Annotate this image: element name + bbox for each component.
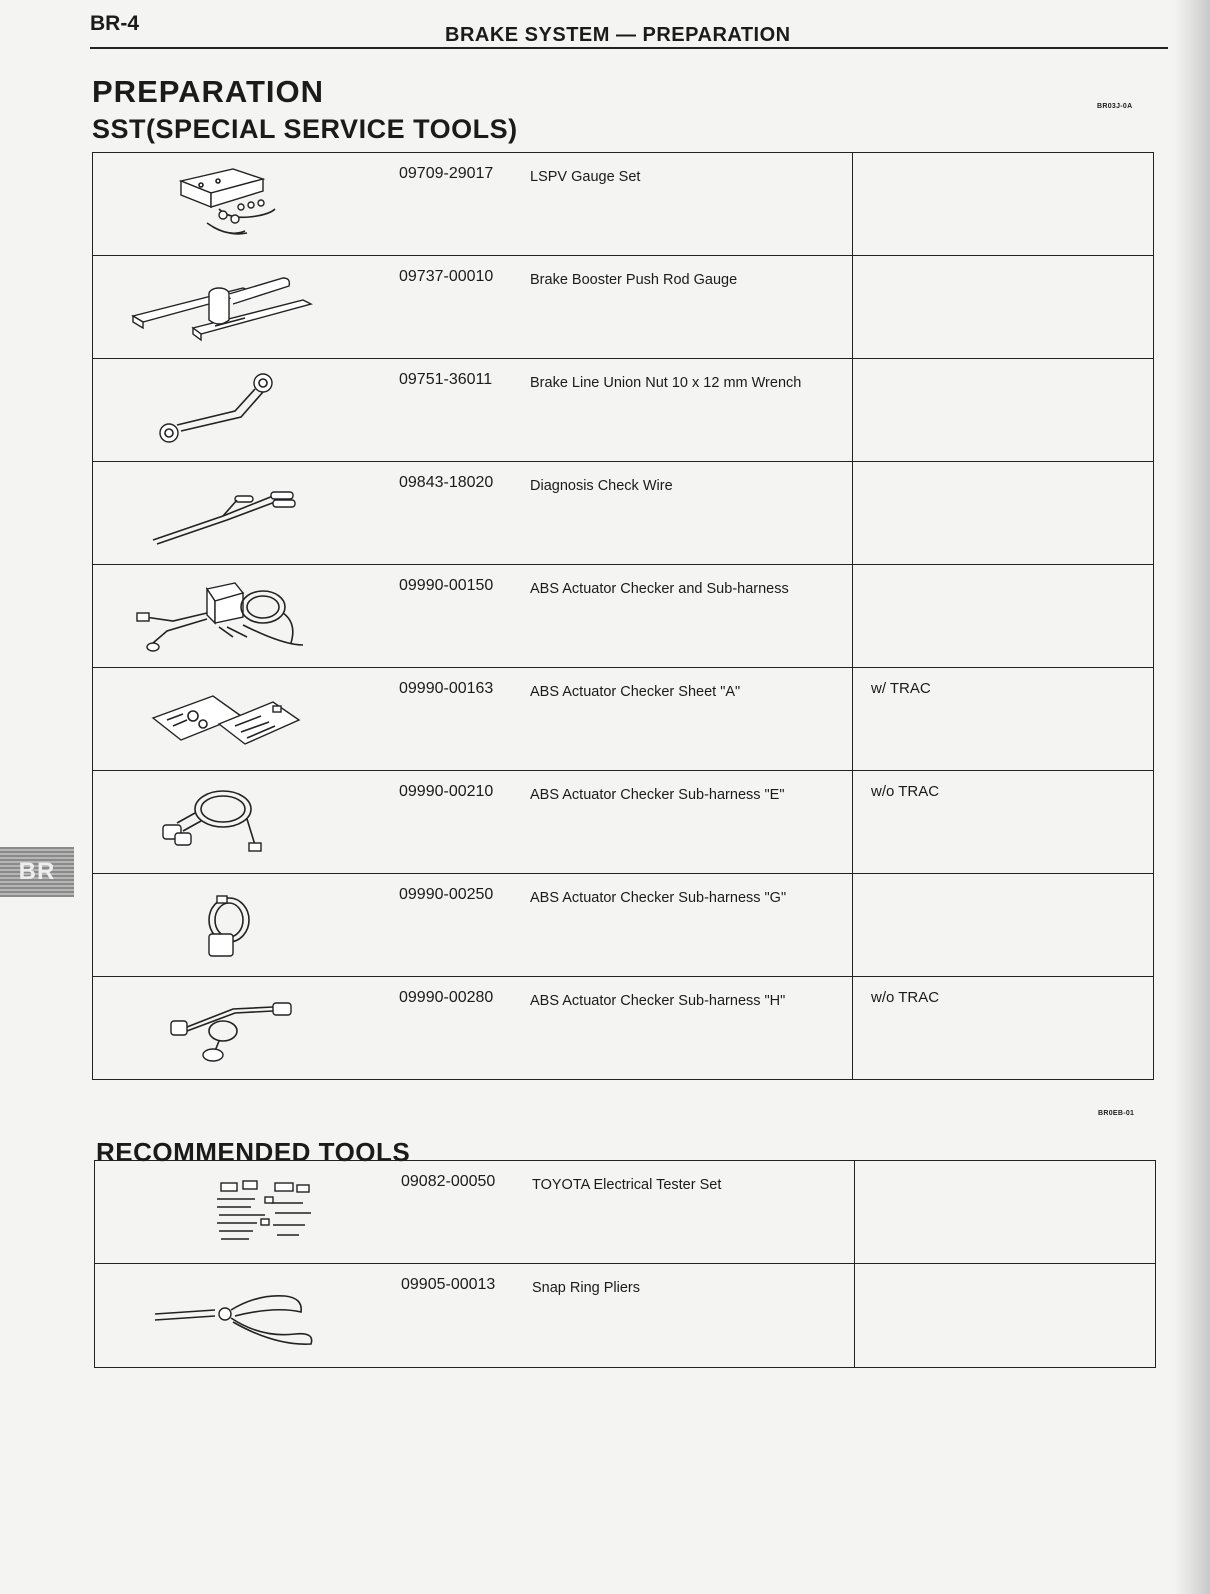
tool-name: ABS Actuator Checker Sheet "A" bbox=[530, 684, 741, 700]
lspv-gauge-set-icon bbox=[123, 161, 313, 247]
running-title: BRAKE SYSTEM — PREPARATION bbox=[445, 24, 791, 46]
tool-name: LSPV Gauge Set bbox=[530, 169, 641, 185]
sub-harness-g-icon bbox=[123, 882, 313, 968]
tool-note: w/o TRAC bbox=[871, 989, 940, 1006]
tool-name: ABS Actuator Checker and Sub-harness bbox=[530, 581, 789, 597]
sst-code: BR03J-0A bbox=[1097, 103, 1133, 110]
tool-name: Brake Line Union Nut 10 x 12 mm Wrench bbox=[530, 375, 802, 391]
part-number: 09990-00280 bbox=[399, 989, 494, 1006]
tool-name: Diagnosis Check Wire bbox=[530, 478, 673, 494]
section-tab: BR bbox=[0, 847, 74, 897]
table-row bbox=[93, 977, 1153, 1080]
table-row bbox=[95, 1264, 1155, 1367]
checker-sheet-icon bbox=[123, 676, 313, 762]
table-row bbox=[93, 771, 1153, 874]
recommended-table bbox=[94, 1160, 1156, 1368]
sub-harness-e-icon bbox=[123, 779, 313, 865]
part-number: 09990-00150 bbox=[399, 577, 494, 594]
part-number: 09990-00250 bbox=[399, 886, 494, 903]
part-number: 09751-36011 bbox=[399, 371, 493, 388]
table-row bbox=[93, 153, 1153, 256]
part-number: 09990-00163 bbox=[399, 680, 494, 697]
part-number: 09082-00050 bbox=[401, 1173, 496, 1190]
header-rule bbox=[90, 47, 1168, 49]
tool-note: w/ TRAC bbox=[871, 680, 931, 697]
tool-name: ABS Actuator Checker Sub-harness "E" bbox=[530, 787, 785, 803]
table-row bbox=[93, 874, 1153, 977]
section-title: PREPARATION bbox=[92, 74, 325, 109]
recommended-code: BR0EB-01 bbox=[1098, 1110, 1135, 1117]
tool-name: ABS Actuator Checker Sub-harness "G" bbox=[530, 890, 787, 906]
page-number: BR-4 bbox=[90, 12, 140, 35]
part-number: 09737-00010 bbox=[399, 268, 494, 285]
snap-ring-pliers-icon bbox=[125, 1272, 315, 1358]
part-number: 09843-18020 bbox=[399, 474, 494, 491]
sub-harness-h-icon bbox=[123, 985, 313, 1071]
electrical-tester-set-icon bbox=[125, 1169, 315, 1255]
table-row bbox=[93, 565, 1153, 668]
part-number: 09709-29017 bbox=[399, 165, 494, 182]
sst-table bbox=[92, 152, 1154, 1080]
part-number: 09990-00210 bbox=[399, 783, 494, 800]
tool-name: ABS Actuator Checker Sub-harness "H" bbox=[530, 993, 786, 1009]
recommended-title: RECOMMENDED TOOLS bbox=[96, 1137, 411, 1167]
sst-title: SST(SPECIAL SERVICE TOOLS) bbox=[92, 114, 518, 144]
table-row bbox=[93, 462, 1153, 565]
part-number: 09905-00013 bbox=[401, 1276, 496, 1293]
tool-name: TOYOTA Electrical Tester Set bbox=[532, 1177, 722, 1193]
union-nut-wrench-icon bbox=[123, 367, 313, 453]
page-edge-shadow bbox=[1174, 0, 1210, 1594]
push-rod-gauge-icon bbox=[123, 264, 313, 350]
actuator-checker-icon bbox=[123, 573, 313, 659]
table-row bbox=[93, 668, 1153, 771]
tool-name: Brake Booster Push Rod Gauge bbox=[530, 272, 738, 288]
check-wire-icon bbox=[123, 470, 313, 556]
tool-note: w/o TRAC bbox=[871, 783, 940, 800]
tool-name: Snap Ring Pliers bbox=[532, 1280, 640, 1296]
table-row bbox=[95, 1161, 1155, 1264]
table-row bbox=[93, 256, 1153, 359]
table-row bbox=[93, 359, 1153, 462]
